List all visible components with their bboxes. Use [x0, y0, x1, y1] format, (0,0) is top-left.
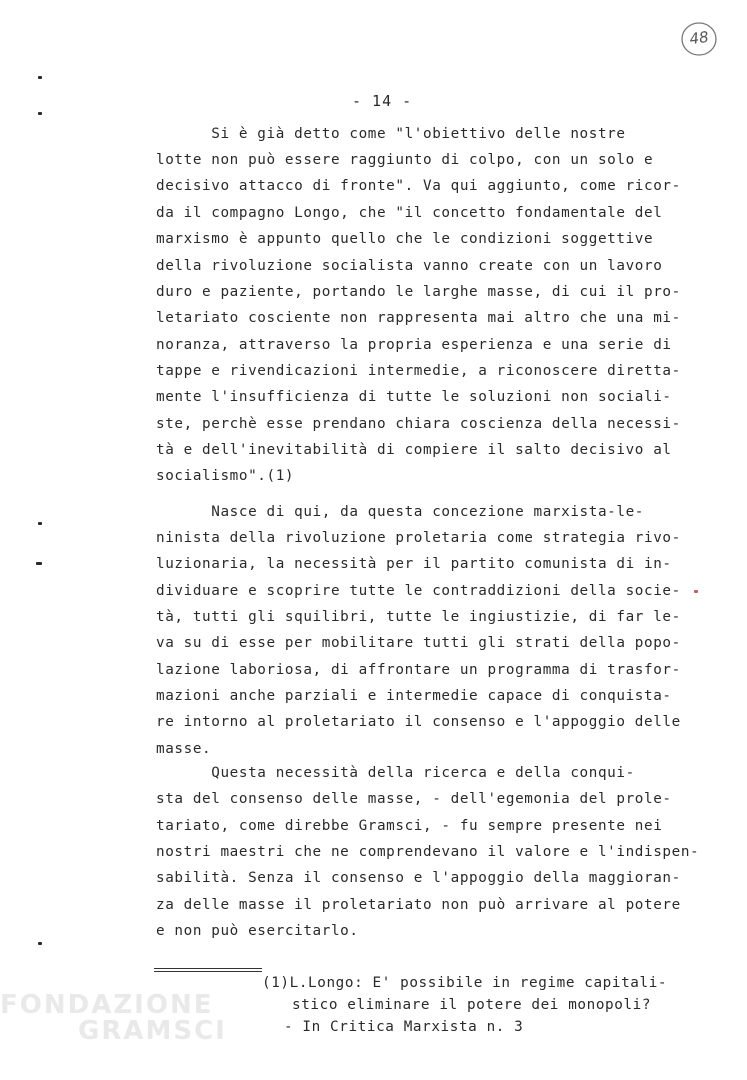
punch-mark: [38, 942, 42, 945]
watermark-line-1: FONDAZIONE: [0, 990, 214, 1020]
body-line: sta del consenso delle masse, - dell'egemonia del prole-: [156, 791, 672, 807]
punch-mark: [38, 522, 42, 525]
body-line: masse.: [156, 741, 212, 757]
body-line: mazioni anche parziali e intermedie capace di conquista-: [156, 688, 672, 704]
body-line: socialismo".(1): [156, 468, 295, 484]
footnote-line: (1)L.Longo: E' possibile in regime capitali-: [262, 975, 668, 991]
body-line: lotte non può essere raggiunto di colpo, con un solo e: [156, 152, 654, 168]
archive-number-stamp: [680, 20, 718, 58]
archive-watermark: [0, 992, 227, 1044]
page-number: - 14 -: [352, 92, 413, 110]
body-line: ninista della rivoluzione proletaria come strategia rivo-: [156, 530, 681, 546]
body-line: va su di esse per mobilitare tutti gli strati della popo-: [156, 635, 681, 651]
archive-number: 48: [688, 27, 710, 49]
body-line: dividuare e scoprire tutte le contraddizioni della socie-: [156, 583, 681, 599]
body-line: noranza, attraverso la propria esperienza e una serie di: [156, 337, 672, 353]
footnote-line: - In Critica Marxista n. 3: [284, 1019, 524, 1035]
body-line: za delle masse il proletariato non può arrivare al potere: [156, 897, 681, 913]
body-line: da il compagno Longo, che "il concetto fondamentale del: [156, 205, 663, 221]
body-line: della rivoluzione socialista vanno create con un lavoro: [156, 258, 663, 274]
body-line: tà, tutti gli squilibri, tutte le ingiustizie, di far le-: [156, 609, 681, 625]
body-line: tà e dell'inevitabilità di compiere il salto decisivo al: [156, 442, 672, 458]
body-line: tappe e rivendicazioni intermedie, a riconoscere diretta-: [156, 363, 681, 379]
punch-mark: [38, 112, 42, 115]
body-line: nostri maestri che ne comprendevano il valore e l'indispen-: [156, 844, 700, 860]
body-line: marxismo è appunto quello che le condizioni soggettive: [156, 231, 654, 247]
red-dot-mark: [694, 590, 698, 593]
footnote-line: stico eliminare il potere dei monopoli?: [292, 997, 652, 1013]
body-line: Si è già detto come "l'obiettivo delle nostre: [156, 126, 626, 142]
watermark-line-2: GRAMSCI: [78, 1016, 227, 1046]
body-line: sabilità. Senza il consenso e l'appoggio della maggioran-: [156, 870, 681, 886]
body-line: luzionaria, la necessità per il partito comunista di in-: [156, 556, 672, 572]
footnote-separator: [154, 968, 262, 972]
body-line: lazione laboriosa, di affrontare un programma di trasfor-: [156, 662, 681, 678]
punch-mark: [38, 76, 42, 79]
body-line: duro e paziente, portando le larghe masse, di cui il pro-: [156, 284, 681, 300]
body-line: re intorno al proletariato il consenso e l'appoggio delle: [156, 714, 681, 730]
body-line: letariato cosciente non rappresenta mai altro che una mi-: [156, 310, 681, 326]
body-line: mente l'insufficienza di tutte le soluzioni non sociali-: [156, 389, 672, 405]
punch-mark: [36, 562, 42, 565]
body-line: ste, perchè esse prendano chiara coscienza della necessi-: [156, 416, 681, 432]
body-line: tariato, come direbbe Gramsci, - fu sempre presente nei: [156, 818, 663, 834]
body-line: e non può esercitarlo.: [156, 923, 359, 939]
body-line: Questa necessità della ricerca e della conqui-: [156, 765, 635, 781]
body-line: Nasce di qui, da questa concezione marxista-le-: [156, 504, 644, 520]
body-line: decisivo attacco di fronte". Va qui aggiunto, come ricor-: [156, 178, 681, 194]
